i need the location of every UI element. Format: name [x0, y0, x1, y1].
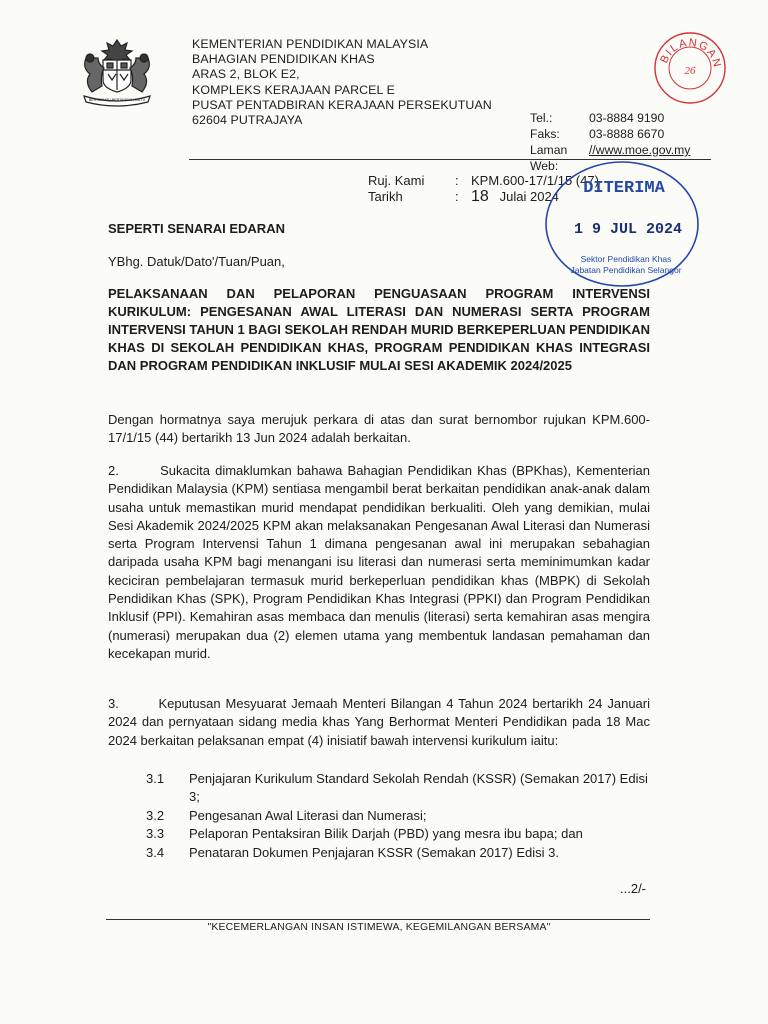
government-crest-logo [78, 36, 156, 108]
bilangan-stamp [652, 30, 728, 106]
fax-value: 03-8888 6670 [589, 127, 665, 141]
received-stamp-title: DITERIMA [583, 179, 665, 198]
address-line: ARAS 2, BLOK E2, [192, 67, 300, 82]
fax-label: Faks: [530, 127, 560, 141]
letter-subject: PELAKSANAAN DAN PELAPORAN PENGUASAAN PROGRAM INTERVENSI KURIKULUM: PENGESANAN AWAL LITERASI DAN NUMERASI SERTA PROGRAM INTERVENSI TAHUN 1 BAGI SEKOLAH RENDAH MURID BERKEPERLUAN PENDIDIKAN KHAS DI SEKOLAH PENDIDIKAN KHAS, PROGRAM PENDIDIKAN KHAS INTEGRASI DAN PROGRAM PENDIDIKAN INKLUSIF MULAI SESI AKADEMIK 2024/2025 [108, 286, 650, 373]
list-item: 3.2 Pengesanan Awal Literasi dan Numerasi; [146, 807, 427, 823]
crest-motto: BERSEKUTU BERTAMBAH MUTU [88, 98, 146, 102]
footer-motto: "KECEMERLANGAN INSAN ISTIMEWA, KEGEMILANGAN BERSAMA" [207, 922, 551, 933]
letterhead-address [192, 37, 492, 128]
address-line: KOMPLEKS KERAJAAN PARCEL E [192, 82, 395, 97]
list-item: 3.1 Penjajaran Kurikulum Standard Sekolah Rendah (KSSR) (Semakan 2017) Edisi 3; [146, 771, 648, 805]
list-item: 3.3 Pelaporan Pentaksiran Bilik Darjah (PBD) yang mesra ibu bapa; dan [146, 826, 583, 842]
received-stamp-date: 1 9 JUL 2024 [573, 221, 683, 238]
tel-value: 03-8884 9190 [589, 111, 665, 125]
footer-divider [106, 919, 650, 920]
recipient-heading: SEPERTI SENARAI EDARAN [108, 221, 285, 236]
received-stamp-line1: Sektor Pendidikan Khas [580, 254, 672, 264]
bilangan-label: BILANGAN [658, 36, 724, 70]
salutation: YBhg. Datuk/Dato'/Tuan/Puan, [108, 254, 285, 269]
initiative-list [146, 770, 651, 862]
tarikh-day: 18 [471, 188, 489, 205]
received-stamp [540, 150, 705, 290]
tel-label: Tel.: [530, 111, 553, 125]
list-item: 3.4 Penataran Dokumen Penjajaran KSSR (Semakan 2017) Edisi 3. [146, 844, 559, 860]
ruj-value: KPM.600-17/1/15 (47) [471, 173, 599, 188]
tarikh-month-year: Julai 2024 [499, 189, 559, 204]
paragraph-3: 3. Keputusan Mesyuarat Jemaah Menteri Bilangan 4 Tahun 2024 bertarikh 24 Januari 2024 dan pernyataan sidang media khas Yang Berhormat Menteri Pendidikan pada 18 Mac 2024 berkaitan pelaksanan empat (4) inisiatif bawah intervensi kurikulum iaitu: [108, 696, 650, 748]
received-stamp-line2: Jabatan Pendidikan Selangor [570, 265, 682, 275]
web-label: Laman Web: [530, 143, 568, 173]
bilangan-number: 26 [684, 65, 696, 77]
paragraph-1: Dengan hormatnya saya merujuk perkara di atas dan surat bernombor rujukan KPM.600-17/1/15 (44) bertarikh 13 Jun 2024 adalah berkaitan. [108, 412, 650, 446]
ruj-label: Ruj. Kami [368, 173, 425, 188]
ministry-name: KEMENTERIAN PENDIDIKAN MALAYSIA [192, 37, 429, 51]
division-name: BAHAGIAN PENDIDIKAN KHAS [192, 52, 375, 67]
reference-block: Ruj. Kami : KPM.600-17/1/15 (47) Tarikh : 18 Julai 2024 [368, 173, 599, 205]
address-line: PUSAT PENTADBIRAN KERAJAAN PERSEKUTUAN [192, 97, 492, 112]
address-line: 62604 PUTRAJAYA [192, 113, 303, 128]
paragraph-2: 2. Sukacita dimaklumkan bahawa Bahagian Pendidikan Khas (BPKhas), Kementerian Pendidikan Malaysia (KPM) sentiasa mengambil berat berkaitan pendidikan anak-anak dalam usaha untuk memastikan murid mendapat pendidikan berkualiti. Oleh yang demikian, mulai Sesi Akademik 2024/2025 KPM akan melaksanakan Pengesanan Awal Literasi dan Numerasi serta Program Intervensi Tahun 1 dimana pengesanan awal ini merupakan sebahagian daripada usaha KPM bagi menangani isu literasi dan numerasi serta meminimumkan kadar keciciran pembelajaran termasuk murid berkeperluan pendidikan khas (MBPK) di Sekolah Pendidikan Khas (SPK), Program Pendidikan Khas Integrasi (PPKI) dan Program Pendidikan Inklusif (PPI). Kemahiran asas membaca dan menulis (literasi) serta kemahiran asas mengira (numerasi) merupakan dua (2) elemen utama yang membentuk landasan pemahaman dan kecekapan murid. [108, 463, 650, 661]
website-link[interactable]: //www.moe.gov.my [589, 143, 691, 157]
continuation-marker: ...2/- [620, 881, 647, 896]
tarikh-label: Tarikh [368, 189, 403, 204]
